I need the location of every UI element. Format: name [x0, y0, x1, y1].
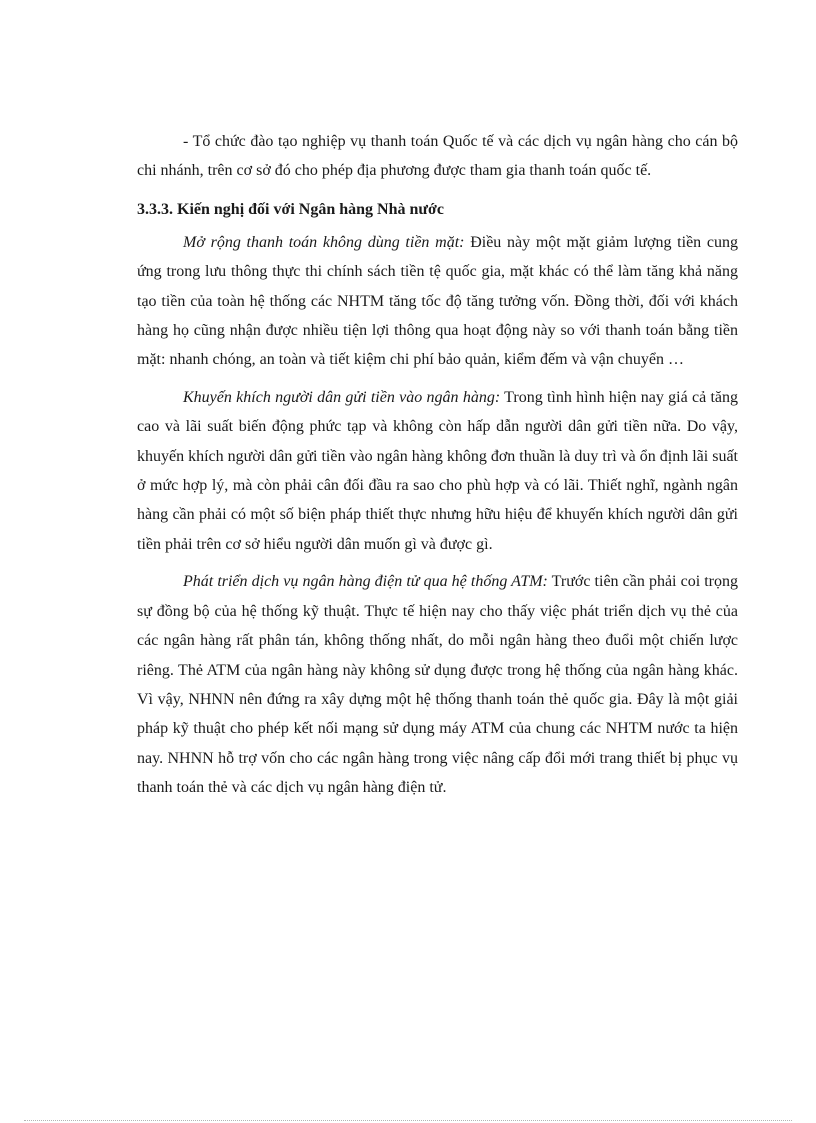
intro-paragraph: - Tổ chức đào tạo nghiệp vụ thanh toán Quốc tế và các dịch vụ ngân hàng cho cán bộ chi nhánh, trên cơ sở đó cho phép địa phương được tham gia thanh toán quốc tế. — [137, 133, 738, 180]
page-bottom-divider — [24, 1120, 792, 1121]
document-body — [137, 127, 738, 803]
paragraph-body: Trong tình hình hiện nay giá cả tăng cao và lãi suất biến động phức tạp và không còn hấp dẫn người dân gửi tiền nữa. Do vậy, khuyến khích người dân gửi tiền vào ngân hàng không đơn thuần là duy trì và ổn định lãi suất ở mức hợp lý, mà còn phải cân đối đầu ra sao cho phù hợp và có lãi. Thiết nghĩ, ngành ngân hàng cần phải có một số biện pháp thiết thực nhưng hữu hiệu để khuyến khích người dân gửi tiền phải trên cơ sở hiểu người dân muốn gì và được gì. — [137, 388, 739, 553]
paragraph-cashless-payment — [137, 228, 738, 375]
paragraph-atm-banking — [137, 567, 738, 802]
section-heading: 3.3.3. Kiến nghị đối với Ngân hàng Nhà nước — [137, 200, 444, 218]
paragraph-savings-deposits — [137, 383, 738, 559]
paragraph-body: Điều này một mặt giảm lượng tiền cung ứng trong lưu thông thực thi chính sách tiền tệ quốc gia, mặt khác có thể làm tăng khả năng tạo tiền của toàn hệ thống các NHTM tăng tốc độ tăng tưởng vốn. Đồng thời, đối với khách hàng họ cũng nhận được nhiều tiện lợi thông qua hoạt động này so với thanh toán bằng tiền mặt: nhanh chóng, an toàn và tiết kiệm chi phí bảo quản, kiểm đếm và vận chuyển … — [137, 233, 739, 369]
paragraph-lead: Khuyến khích người dân gửi tiền vào ngân hàng: — [183, 388, 501, 406]
paragraph-body: Trước tiên cần phải coi trọng sự đồng bộ của hệ thống kỹ thuật. Thực tế hiện nay cho thấy việc phát triển dịch vụ thẻ của các ngân hàng rất phân tán, không thống nhất, do mỗi ngân hàng theo đuổi một chiến lược riêng. Thẻ ATM của ngân hàng này không sử dụng được trong hệ thống của ngân hàng khác. Vì vậy, NHNN nên đứng ra xây dựng một hệ thống thanh toán thẻ quốc gia. Đây là một giải pháp kỹ thuật cho phép kết nối mạng sử dụng máy ATM của chung các NHTM nước ta hiện nay. NHNN hỗ trợ vốn cho các ngân hàng trong việc nâng cấp đổi mới trang thiết bị phục vụ thanh toán thẻ và các dịch vụ ngân hàng điện tử. — [137, 573, 739, 797]
paragraph-lead: Phát triển dịch vụ ngân hàng điện tử qua hệ thống ATM: — [183, 573, 548, 591]
paragraph-lead: Mở rộng thanh toán không dùng tiền mặt: — [183, 233, 465, 251]
